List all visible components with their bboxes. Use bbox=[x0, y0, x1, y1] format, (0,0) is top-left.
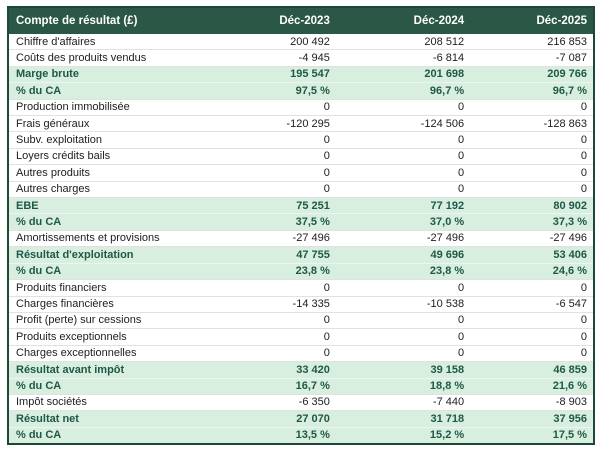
table-row bbox=[9, 280, 593, 296]
table-row bbox=[9, 247, 593, 263]
column-header-dec-2025: Déc-2025 bbox=[476, 8, 593, 34]
cell-value: -124 506 bbox=[342, 116, 476, 132]
cell-value: 0 bbox=[342, 99, 476, 115]
cell-value: 31 718 bbox=[342, 411, 476, 427]
row-label: Marge brute bbox=[9, 66, 213, 82]
row-label: Résultat avant impôt bbox=[9, 362, 213, 378]
row-label: Autres charges bbox=[9, 181, 213, 197]
table-row bbox=[9, 427, 593, 443]
cell-value: 0 bbox=[476, 280, 593, 296]
table-row bbox=[9, 214, 593, 230]
cell-value: 15,2 % bbox=[342, 427, 476, 443]
row-label: Résultat net bbox=[9, 411, 213, 427]
table-row bbox=[9, 378, 593, 394]
table-row bbox=[9, 198, 593, 214]
row-label: Résultat d'exploitation bbox=[9, 247, 213, 263]
cell-value: 0 bbox=[476, 132, 593, 148]
cell-value: 0 bbox=[342, 181, 476, 197]
income-statement-table bbox=[7, 6, 595, 445]
cell-value: 96,7 % bbox=[342, 83, 476, 99]
table-row bbox=[9, 329, 593, 345]
cell-value: 77 192 bbox=[342, 198, 476, 214]
cell-value: -6 547 bbox=[476, 296, 593, 312]
column-header-dec-2023: Déc-2023 bbox=[213, 8, 341, 34]
header-row bbox=[9, 8, 593, 34]
cell-value: 0 bbox=[342, 148, 476, 164]
cell-value: 37,0 % bbox=[342, 214, 476, 230]
cell-value: 0 bbox=[476, 312, 593, 328]
cell-value: 47 755 bbox=[213, 247, 341, 263]
row-label: Produits exceptionnels bbox=[9, 329, 213, 345]
row-label: % du CA bbox=[9, 378, 213, 394]
table-row bbox=[9, 230, 593, 246]
cell-value: 37,5 % bbox=[213, 214, 341, 230]
cell-value: -6 350 bbox=[213, 394, 341, 410]
cell-value: 37 956 bbox=[476, 411, 593, 427]
cell-value: 216 853 bbox=[476, 34, 593, 50]
cell-value: 16,7 % bbox=[213, 378, 341, 394]
table-row bbox=[9, 181, 593, 197]
cell-value: 97,5 % bbox=[213, 83, 341, 99]
column-header-dec-2024: Déc-2024 bbox=[342, 8, 476, 34]
cell-value: 0 bbox=[213, 132, 341, 148]
row-label: EBE bbox=[9, 198, 213, 214]
table-row bbox=[9, 296, 593, 312]
cell-value: -14 335 bbox=[213, 296, 341, 312]
cell-value: 0 bbox=[213, 329, 341, 345]
cell-value: -27 496 bbox=[342, 230, 476, 246]
row-label: Coûts des produits vendus bbox=[9, 50, 213, 66]
table-row bbox=[9, 362, 593, 378]
cell-value: 0 bbox=[476, 148, 593, 164]
row-label: % du CA bbox=[9, 427, 213, 443]
cell-value: 0 bbox=[213, 99, 341, 115]
row-label: Produits financiers bbox=[9, 280, 213, 296]
cell-value: 39 158 bbox=[342, 362, 476, 378]
cell-value: 0 bbox=[342, 165, 476, 181]
cell-value: 0 bbox=[342, 132, 476, 148]
table-row bbox=[9, 394, 593, 410]
cell-value: 37,3 % bbox=[476, 214, 593, 230]
cell-value: 46 859 bbox=[476, 362, 593, 378]
cell-value: 0 bbox=[342, 312, 476, 328]
cell-value: 53 406 bbox=[476, 247, 593, 263]
cell-value: 201 698 bbox=[342, 66, 476, 82]
row-label: Amortissements et provisions bbox=[9, 230, 213, 246]
cell-value: 33 420 bbox=[213, 362, 341, 378]
cell-value: 208 512 bbox=[342, 34, 476, 50]
row-label: Profit (perte) sur cessions bbox=[9, 312, 213, 328]
cell-value: -8 903 bbox=[476, 394, 593, 410]
table-row bbox=[9, 116, 593, 132]
row-label: Impôt sociétés bbox=[9, 394, 213, 410]
compte-de-resultat-table bbox=[9, 8, 593, 443]
table-row bbox=[9, 148, 593, 164]
table-row bbox=[9, 411, 593, 427]
cell-value: 0 bbox=[213, 181, 341, 197]
cell-value: 80 902 bbox=[476, 198, 593, 214]
cell-value: 0 bbox=[342, 280, 476, 296]
row-label: Charges exceptionnelles bbox=[9, 345, 213, 361]
table-title: Compte de résultat (£) bbox=[9, 8, 213, 34]
cell-value: 18,8 % bbox=[342, 378, 476, 394]
cell-value: 23,8 % bbox=[213, 263, 341, 279]
row-label: Subv. exploitation bbox=[9, 132, 213, 148]
cell-value: 49 696 bbox=[342, 247, 476, 263]
table-row bbox=[9, 83, 593, 99]
cell-value: 96,7 % bbox=[476, 83, 593, 99]
cell-value: -10 538 bbox=[342, 296, 476, 312]
cell-value: 0 bbox=[213, 148, 341, 164]
row-label: % du CA bbox=[9, 214, 213, 230]
cell-value: -4 945 bbox=[213, 50, 341, 66]
cell-value: 195 547 bbox=[213, 66, 341, 82]
table-row bbox=[9, 345, 593, 361]
cell-value: 0 bbox=[476, 99, 593, 115]
cell-value: 0 bbox=[342, 329, 476, 345]
cell-value: 27 070 bbox=[213, 411, 341, 427]
row-label: Loyers crédits bails bbox=[9, 148, 213, 164]
cell-value: 17,5 % bbox=[476, 427, 593, 443]
cell-value: 0 bbox=[342, 345, 476, 361]
cell-value: -120 295 bbox=[213, 116, 341, 132]
table-row bbox=[9, 66, 593, 82]
row-label: Production immobilisée bbox=[9, 99, 213, 115]
table-row bbox=[9, 50, 593, 66]
cell-value: 0 bbox=[476, 165, 593, 181]
cell-value: 209 766 bbox=[476, 66, 593, 82]
cell-value: -6 814 bbox=[342, 50, 476, 66]
table-row bbox=[9, 132, 593, 148]
row-label: Chiffre d'affaires bbox=[9, 34, 213, 50]
cell-value: 0 bbox=[213, 345, 341, 361]
cell-value: 200 492 bbox=[213, 34, 341, 50]
row-label: % du CA bbox=[9, 83, 213, 99]
cell-value: 0 bbox=[476, 329, 593, 345]
row-label: Charges financières bbox=[9, 296, 213, 312]
cell-value: -27 496 bbox=[213, 230, 341, 246]
table-body bbox=[9, 34, 593, 443]
table-row bbox=[9, 312, 593, 328]
table-row bbox=[9, 99, 593, 115]
cell-value: 0 bbox=[213, 165, 341, 181]
table-row bbox=[9, 165, 593, 181]
cell-value: -27 496 bbox=[476, 230, 593, 246]
cell-value: 13,5 % bbox=[213, 427, 341, 443]
row-label: Autres produits bbox=[9, 165, 213, 181]
table-row bbox=[9, 34, 593, 50]
row-label: % du CA bbox=[9, 263, 213, 279]
cell-value: -7 087 bbox=[476, 50, 593, 66]
cell-value: -128 863 bbox=[476, 116, 593, 132]
cell-value: 0 bbox=[476, 345, 593, 361]
row-label: Frais généraux bbox=[9, 116, 213, 132]
cell-value: 21,6 % bbox=[476, 378, 593, 394]
cell-value: 75 251 bbox=[213, 198, 341, 214]
cell-value: 0 bbox=[213, 280, 341, 296]
cell-value: -7 440 bbox=[342, 394, 476, 410]
table-row bbox=[9, 263, 593, 279]
cell-value: 0 bbox=[476, 181, 593, 197]
cell-value: 23,8 % bbox=[342, 263, 476, 279]
cell-value: 0 bbox=[213, 312, 341, 328]
cell-value: 24,6 % bbox=[476, 263, 593, 279]
